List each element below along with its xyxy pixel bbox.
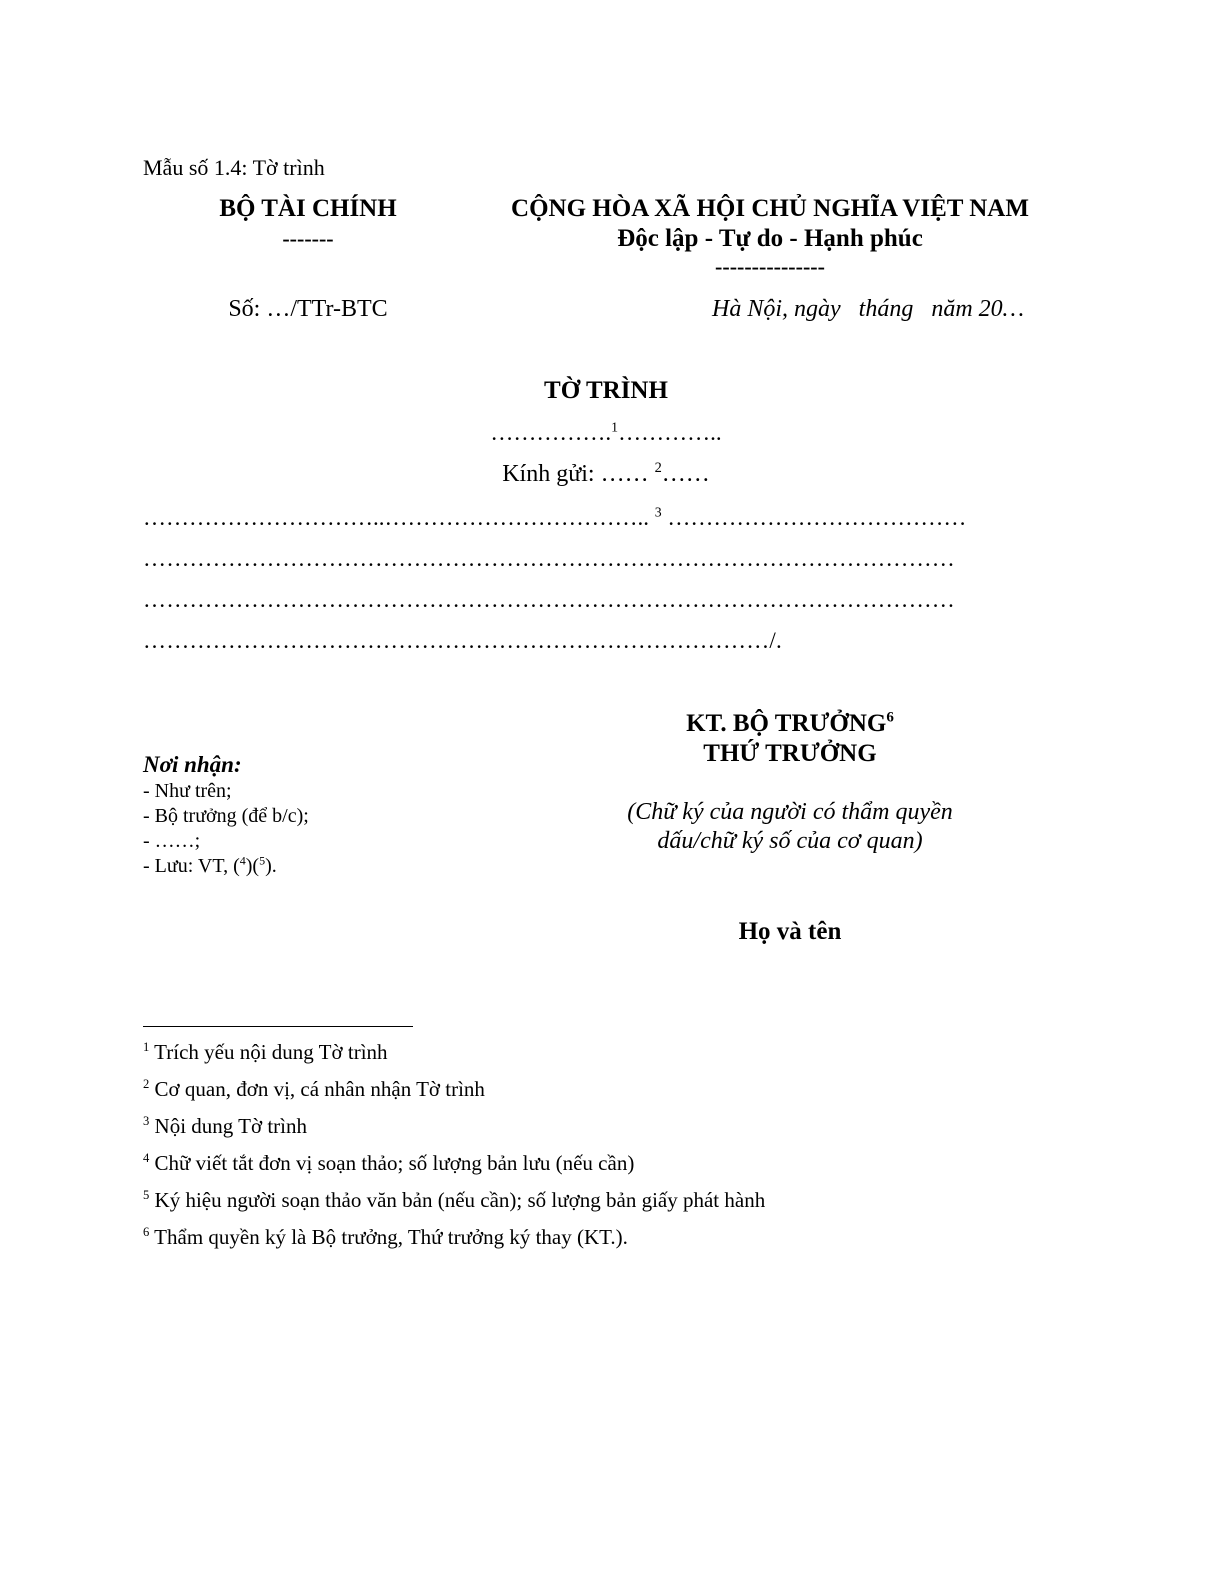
footnote-text: Thẩm quyền ký là Bộ trưởng, Thứ trưởng ký thay (KT.). bbox=[149, 1225, 628, 1249]
recipient-footnote-ref: 2 bbox=[654, 460, 662, 476]
archive-ref-5: 5 bbox=[259, 853, 266, 868]
signature-position: THỨ TRƯỞNG bbox=[703, 740, 877, 767]
document-number: Số: …/TTr-BTC bbox=[228, 296, 388, 322]
signature-note-1: (Chữ ký của người có thẩm quyền bbox=[627, 799, 953, 825]
ministry-rule: ------- bbox=[282, 226, 334, 251]
body-line-4: ………………………………………………………………………/. bbox=[143, 628, 782, 653]
body-line-2: …………………………………………………………………………………………… bbox=[143, 546, 955, 571]
footnote-number: 5 bbox=[143, 1188, 150, 1202]
authority-text: KT. BỘ TRƯỞNG bbox=[686, 710, 887, 737]
summary-left: ……………. bbox=[490, 420, 612, 445]
footnote-text: Chữ viết tắt đơn vị soạn thảo; số lượng bản lưu (nếu cần) bbox=[149, 1151, 635, 1175]
archive-mid: )( bbox=[245, 855, 260, 877]
body-line-1-right: ………………………………… bbox=[661, 505, 967, 530]
body-footnote-ref: 3 bbox=[654, 504, 662, 520]
body-line-1 bbox=[143, 505, 966, 531]
recipient-prefix: Kính gửi: …… bbox=[502, 461, 655, 487]
footnote-text: Trích yếu nội dung Tờ trình bbox=[149, 1040, 388, 1064]
footnote-text: Cơ quan, đơn vị, cá nhân nhận Tờ trình bbox=[149, 1077, 485, 1101]
authority-footnote-ref: 6 bbox=[886, 709, 894, 726]
footnote-separator bbox=[143, 1026, 413, 1027]
footnote-number: 3 bbox=[143, 1114, 150, 1128]
body-line-3: …………………………………………………………………………………………… bbox=[143, 587, 955, 612]
footnote-number: 4 bbox=[143, 1151, 150, 1165]
footnote-number: 6 bbox=[143, 1225, 150, 1239]
republic-name: CỘNG HÒA XÃ HỘI CHỦ NGHĨA VIỆT NAM bbox=[511, 195, 1029, 222]
footnote bbox=[143, 1151, 634, 1176]
summary-right: ………….. bbox=[618, 420, 722, 445]
ministry-name: BỘ TÀI CHÍNH bbox=[219, 195, 397, 222]
motto-rule: --------------- bbox=[715, 254, 825, 279]
signature-authority bbox=[590, 710, 990, 738]
recipients-heading: Nơi nhận: bbox=[143, 752, 242, 777]
footnote-number: 1 bbox=[143, 1040, 150, 1054]
footnote-text: Ký hiệu người soạn thảo văn bản (nếu cần); số lượng bản giấy phát hành bbox=[149, 1188, 766, 1212]
footnote bbox=[143, 1040, 388, 1065]
footnote bbox=[143, 1225, 628, 1250]
recipient-item-archive bbox=[143, 855, 277, 878]
national-motto: Độc lập - Tự do - Hạnh phúc bbox=[617, 225, 923, 252]
summary-footnote-ref: 1 bbox=[611, 419, 619, 435]
document-title: TỜ TRÌNH bbox=[544, 377, 668, 404]
archive-ref-4: 4 bbox=[239, 853, 246, 868]
footnote-text: Nội dung Tờ trình bbox=[149, 1114, 308, 1138]
signer-name: Họ và tên bbox=[738, 918, 842, 945]
place-and-date: Hà Nội, ngày tháng năm 20… bbox=[712, 296, 1024, 322]
body-line-1-left: …………………………..…………………………….. bbox=[143, 505, 655, 530]
signature-note-2: dấu/chữ ký số của cơ quan) bbox=[657, 828, 923, 854]
recipient-item: - ……; bbox=[143, 830, 201, 852]
summary-line bbox=[0, 420, 1212, 446]
archive-prefix: - Lưu: VT, ( bbox=[143, 855, 240, 877]
footnote bbox=[143, 1188, 765, 1213]
footnote-number: 2 bbox=[143, 1077, 150, 1091]
recipient-item: - Như trên; bbox=[143, 780, 232, 802]
footnote bbox=[143, 1077, 485, 1102]
form-label: Mẫu số 1.4: Tờ trình bbox=[143, 155, 325, 180]
archive-suffix: ). bbox=[265, 855, 277, 877]
footnote bbox=[143, 1114, 307, 1139]
recipient-item: - Bộ trưởng (để b/c); bbox=[143, 805, 309, 827]
recipient-suffix: …… bbox=[661, 461, 710, 487]
recipient-line bbox=[0, 461, 1212, 488]
